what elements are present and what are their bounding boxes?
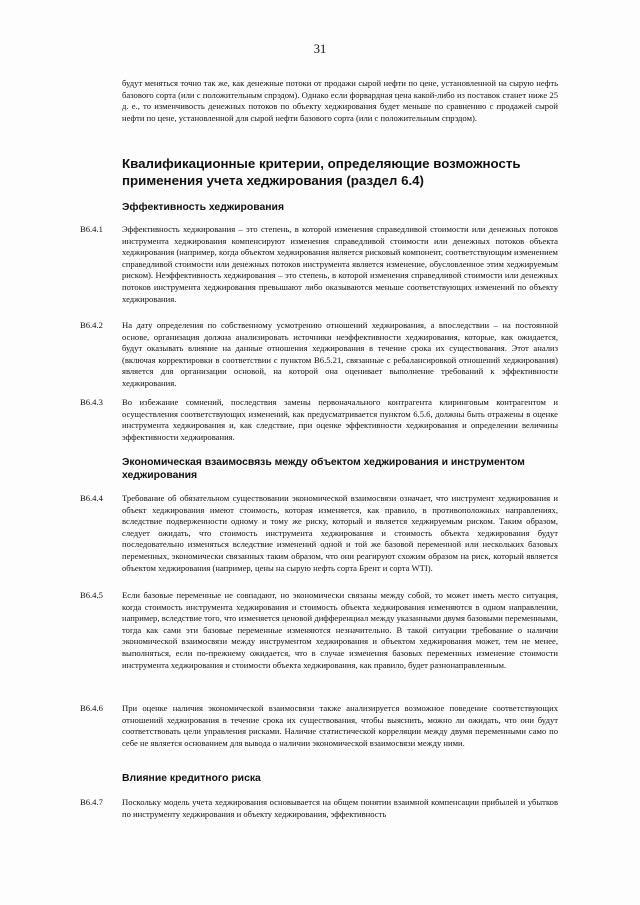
paragraph-text: Поскольку модель учета хеджирования основывается на общем понятии взаимной компенсации прибылей и убытков по инструменту хеджирования и объекту хеджирования, эффективность <box>122 797 558 819</box>
main-heading: Квалификационные критерии, определяющие возможность применения учета хеджирования (раздел 6.4) <box>122 156 521 188</box>
paragraph-text: На дату определения по собственному усмотрению отношений хеджирования, а впоследствии – на постоянной основе, организация должна анализировать источники неэффективности хеджирования, которые, как ожидается, будут оказывать влияние на данные отношения хеджирования в течение срока их существования. Этот анализ (включая корректировки в соответствии с пунктом B6.5.21, связанные с ребалансировкой отношений хеджирования) является для организации основой, на которой она оценивает выполнение требований к эффективности хеджирования. <box>122 320 558 388</box>
paragraph-text: Эффективность хеджирования – это степень, в которой изменения справедливой стоимости или денежных потоков инструмента хеджирования компенсируют изменения справедливой стоимости или денежных потоков объекта хеджирования (например, когда объектом хеджирования является рисковый компонент, соответствующим изменением справедливой стоимости или денежных потоков инструмента является изменение, обусловленное этим хеджируемым риском). Неэффективность хеджирования – это степень, в которой изменения справедливой стоимости или денежных потоков инструмента хеджирования превышают либо оказываются меньше соответствующих изменений по объекту хеджирования. <box>122 224 558 304</box>
page-number: 31 <box>313 42 327 56</box>
paragraph-text: Если базовые переменные не совпадают, но экономически связаны между собой, то может иметь место ситуация, когда стоимость инструмента хеджирования и стоимость объекта хеджирования изменяются в одном направлении, например, вследствие того, что изменяется ценовой дифференциал между указанными двумя базовыми переменными, тогда как сами эти базовые переменные изменяются незначительно. В такой ситуации требование о наличии экономической взаимосвязи между инструментом хеджирования и объектом хеджирования может, тем не менее, выполняться, если по-прежнему ожидается, что в случае изменения базовых переменных изменение стоимости инструмента хеджирования и стоимости объекта хеджирования, как правило, будет разнонаправленным. <box>122 590 558 670</box>
paragraph-number: B6.4.2 <box>80 320 103 330</box>
section-heading: Эффективность хеджирования <box>122 202 285 213</box>
paragraph-number: B6.4.6 <box>80 703 103 713</box>
section-heading: Влияние кредитного риска <box>122 773 261 784</box>
paragraph-text: Требование об обязательном существовании экономической взаимосвязи означает, что инструмент хеджирования и объект хеджирования имеют стоимость, которая изменяется, как правило, в противоположных направлениях, вследствие подверженности одному и тому же риску, который и является хеджируемым риском. Таким образом, следует ожидать, что стоимость инструмента хеджирования и стоимость объекта хеджирования будут последовательно изменяться вследствие изменений одной и той же базовой переменной или нескольких базовых переменных, экономически связанных таким образом, что они реагируют схожим образом на риск, который является объектом хеджирования (например, цены на сырую нефть сорта Брент и сорта WTI). <box>122 493 558 573</box>
paragraph-number: B6.4.3 <box>80 397 103 407</box>
section-heading: Экономическая взаимосвязь между объектом хеджирования и инструментом хеджирования <box>122 457 525 481</box>
paragraph-text: Во избежание сомнений, последствия замены первоначального контрагента клиринговым контрагентом и осуществления соответствующих изменений, как предусматривается пунктом 6.5.6, должны быть отражены в оценке инструмента хеджирования и, как следствие, при оценке эффективности хеджирования и определении величины эффективности хеджирования. <box>122 397 558 442</box>
paragraph-number: B6.4.1 <box>80 224 103 234</box>
intro-paragraph: будут меняться точно так же, как денежные потоки от продажи сырой нефти по цене, установленной на сырую нефть базового сорта (или с положительным спрэдом). Однако если форвардная цена какой-либо из поставок станет ниже 25 д. е., то изменчивость денежных потоков по объекту хеджирования будет меньше по сравнению с продажей сырой нефти по цене, установленной для сырой нефти базового сорта (или с положительным спрэдом). <box>122 78 558 123</box>
paragraph-number: B6.4.4 <box>80 493 103 503</box>
paragraph-number: B6.4.5 <box>80 590 103 600</box>
paragraph-text: При оценке наличия экономической взаимосвязи также анализируется возможное поведение соответствующих отношений хеджирования в течение срока их существования, чтобы выяснить, можно ли ожидать, что они будут соответствовать цели управления рисками. Наличие статистической корреляции между двумя переменными само по себе не является основанием для вывода о наличии экономической взаимосвязи между ними. <box>122 703 558 748</box>
paragraph-number: B6.4.7 <box>80 797 103 807</box>
